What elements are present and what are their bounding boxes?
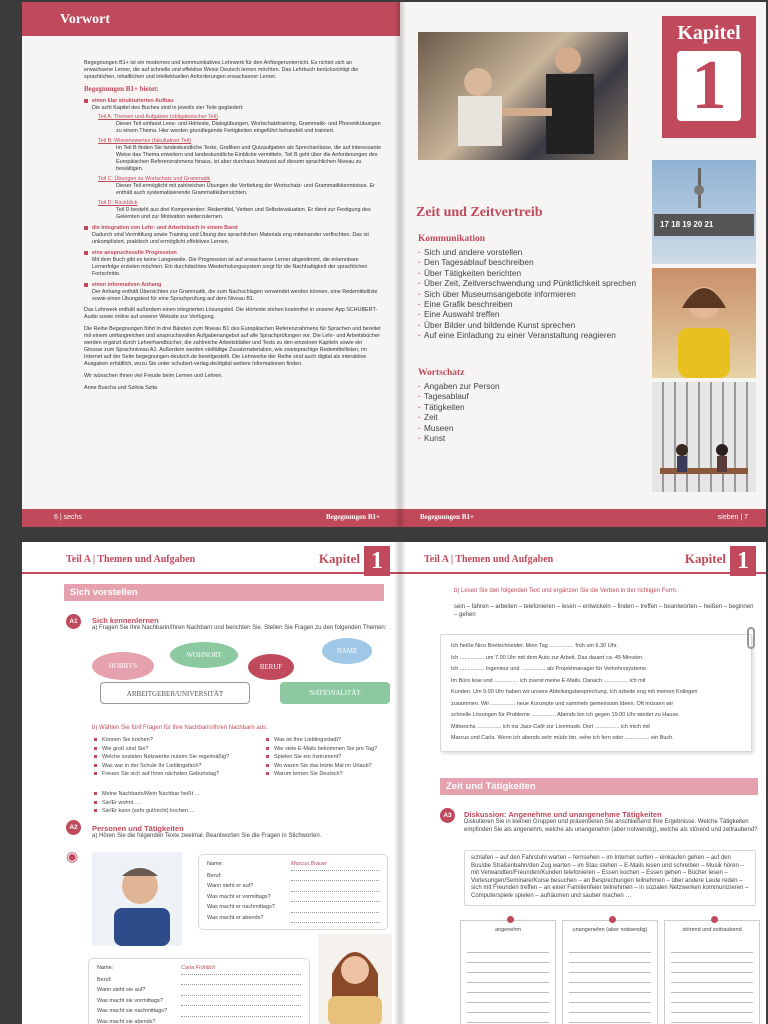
- wortschatz-item: · Angaben zur Person: [418, 381, 638, 391]
- gap-text-line: Mittwochs ................ ich ins Jazz-Café zur Livemusik. Dort ................ ich mich mit: [451, 723, 650, 730]
- gap-text-line: Marcus und Carla. Wenn ich abends sehr müde bin, sehe ich fern oder ................ ein Buch.: [451, 735, 674, 741]
- form-answer-field[interactable]: [291, 881, 379, 892]
- form-answer-field[interactable]: [291, 902, 379, 913]
- verb-list: sein – fahren – arbeiten – telefonieren – lesen – entwickeln – finden – treffen – beantworten – heißen – beginnen – gehen: [454, 604, 754, 618]
- answer-starters: [94, 790, 294, 816]
- activities-box: schlafen – auf den Fahrstuhl warten – fernsehen – im Internet surfen – einkaufen gehen – auf den Bus/die Straßenbahn/den Zug warten – im Stau stehen – E-Mails lesen und schreiben – Musik hören – mit Verwandten/Freunden/Kunden telefonieren – Essen kochen – Essen gehen – Bücher lesen – Vorlesungen/Seminare/Kurse besuchen – an Besprechungen teilnehmen – über andere Leute reden – sich mit Freunden treffen – an einer Familienfeier teilnehmen – in sozialen Netzwerken kommunizieren – Computerspiele spielen – aufräumen und sauber machen …: [464, 850, 756, 906]
- task-badge: A1: [66, 614, 81, 629]
- kommunikation-item: · Den Tagesablauf beschreiben: [418, 257, 648, 267]
- handshake-icon: [418, 32, 628, 160]
- section-bar: Zeit und Tätigkeiten: [440, 778, 758, 795]
- gap-text-line: Ich ................ Ingenieur und ................ als Projektmanager für Verkehrssysteme.: [451, 666, 648, 672]
- brand-label: Begegnungen B1+: [326, 513, 380, 521]
- gap-text-line: zusammen. Wir ................ neue Konzepte und sammeln gemeinsam Ideen. Oft müssen wir: [451, 700, 674, 707]
- task-title: Personen und Tätigkeiten: [92, 824, 184, 833]
- form-row: [207, 913, 379, 924]
- form-answer-field[interactable]: [181, 975, 301, 986]
- top-spread: [22, 2, 766, 527]
- topic-bubble: WOHNORT: [170, 642, 238, 668]
- form-row: [97, 996, 301, 1007]
- kommunikation-item: · Eine Grafik beschreiben: [418, 299, 648, 309]
- footer-right: [400, 509, 766, 527]
- form-answer-field[interactable]: [291, 871, 379, 882]
- task-badge: A3: [440, 808, 455, 823]
- audio-icon[interactable]: ◉: [66, 848, 79, 864]
- kommunikation-item: · Über Zeit, Zeitverschwendung und Pünktlichkeit sprechen: [418, 278, 648, 288]
- business-handshake-photo: [418, 32, 628, 160]
- form-answer-field[interactable]: Marcus Brauer: [291, 859, 379, 871]
- gap-text: [451, 641, 741, 745]
- kapitel-badge: [662, 16, 756, 138]
- kapitel-label: Kapitel: [318, 551, 360, 566]
- vorwort-header: Vorwort: [22, 2, 400, 36]
- form-row: [97, 1006, 301, 1017]
- answer-starter: Meine Nachbarin/Mein Nachbar heißt …: [94, 790, 294, 799]
- form-answer-field[interactable]: Carla Fröhlich: [181, 963, 301, 975]
- form-label: Was macht er vormittags?: [207, 893, 271, 900]
- wortschatz-heading: Wortschatz: [418, 368, 465, 378]
- page-number: sieben | 7: [717, 514, 748, 521]
- question-item: Welche sozialen Netzwerke nutzen Sie regelmäßig?: [94, 753, 254, 762]
- question-item: Wie viele E-Mails bekommen Sie pro Tag?: [266, 745, 394, 754]
- kommunikation-item: · Über Bilder und bildende Kunst sprechen: [418, 320, 648, 330]
- page-header: [22, 542, 400, 574]
- kommunikation-section: [418, 234, 648, 341]
- reihe-paragraph: Die Reihe Begegnungen führt in drei Bänden zum Niveau B1 des Europäischen Referenzrahmens für Sprachen und bereitet mit einem umfangreichen und anspruchsvollen Aufgabenangebot auf alle Sprachprüfungen vor. Die Lehr- und Arbeitsbücher werden ergänzt durch Lehrerhandbücher, die zahlreiche Arbeitsblätter und Tests zu den einzelnen Kapiteln sowie ein Glossar zum Sprachniveau A1. Außerdem werden vielfältige Zusatzmaterialien, wie zweisprachige Redemittellisten, im Internet auf der Seite begegnungen-deutsch.de bereitgestellt. Die Lehrwerke der Reihe sind auch digital als interaktive Ausgaben erhältlich, wozu Sie unter schubert-verlag.de/digital weitere Informationen finden.: [84, 326, 381, 367]
- wish-paragraph: Wir wünschen Ihnen viel Freude beim Lernen und Lehren.: [84, 373, 223, 379]
- form-label: Beruf:: [97, 976, 112, 983]
- form-label: Name:: [97, 965, 114, 971]
- kommunikation-item: · Sich und andere vorstellen: [418, 247, 648, 257]
- world-clock-photo: [652, 160, 756, 264]
- question-item: Wo waren Sie das letzte Mal im Urlaub?: [266, 762, 394, 771]
- form-row: [97, 963, 301, 975]
- gap-text-line: Ich ................ um 7.00 Uhr mit dem Auto zur Arbeit. Das dauert ca. 45 Minuten.: [451, 654, 644, 661]
- column-header: unangenehm (aber notwendig): [572, 927, 648, 933]
- form-row: [207, 871, 379, 882]
- topic-bubble: HOBBYS: [92, 652, 154, 680]
- form-answer-field[interactable]: [291, 913, 379, 924]
- column-angenehm: [460, 920, 556, 1024]
- page-vorwort: [22, 2, 400, 527]
- offer-item: einen klar strukturierten Aufbau Die acht Kapitel des Buches sind in jeweils vier Teile gegliedert: Teil A: Themen und Aufgaben (obligatorischer Teil) Dieser Teil umfasst Lese- und Hörtexte, Dialogübungen, Wortschatztraining, Grammatik- und Phonetikübungen zu einem Thema. Hier werden grundlegende Fertigkeiten eingeführt behandelt und trainiert. Teil B: Wissenswertes (fakultativer Teil) Im Teil B finden Sie landeskundliche Texte, Grafiken und Quizaufgaben als Sprechanlässe, die auf interessante Weise das Thema erweitern und landeskundliche Einblicke vermitteln. Teil B geht über die Anforderungen des Europäischen Referenzrahmens hinaus, ist aber durchaus bewusst auf diesem sprachlichen Niveau zu bewältigen. Teil C: Übungen zu Wortschatz und Grammatik Dieser Teil ermöglicht mit zahlreichen Übungen die Vertiefung der Wortschatz- und Grammatikkenntnisse. Er enthält auch systematisierende Grammatikübersichten. Teil D: Rückblick Teil D besteht aus drei Komponenten: Redemittel, Verben und Selbstevaluation. Er dient zur Festigung des Gelernten und zur Motivation weiterzulernen.: [84, 98, 382, 221]
- section-header-title: Teil A | Themen und Aufgaben: [66, 554, 196, 565]
- task-instruction: Diskutieren Sie in kleinen Gruppen und präsentieren Sie anschließend Ihre Ergebnisse. Welche Tätigkeiten empfinden Sie als angenehm, welche als unangenehm (aber notwendig), welche als störend und zeitraubend?: [464, 819, 758, 833]
- paperclip-icon: [747, 627, 755, 649]
- topic-bubble: BERUF: [248, 654, 294, 680]
- wortschatz-item: · Tätigkeiten: [418, 402, 638, 412]
- form-row: [97, 975, 301, 986]
- offer-item: einen informativen Anhang Der Anhang enthält Übersichten zur Grammatik, die zum Nachschlagen verwendet werden können, eine Redemittelliste sowie einen Übungstest für eine Sprachprüfung auf dem Niveau B1.: [84, 282, 382, 303]
- question-item: Wie groß sind Sie?: [94, 745, 254, 754]
- man-icon: [92, 852, 182, 946]
- topic-bubble: ARBEITGEBER/UNIVERSITÄT: [100, 682, 250, 704]
- offers-list: [84, 98, 382, 303]
- kommunikation-item: · Eine Auswahl treffen: [418, 309, 648, 319]
- topic-bubble: NATIONALITÄT: [280, 682, 390, 704]
- vorwort-content: [84, 60, 382, 397]
- questions-right: [266, 736, 394, 779]
- form-label: Wann steht er auf?: [207, 883, 254, 889]
- answer-starter: Sie/Er kann (sehr gut/nicht) kochen …: [94, 807, 294, 816]
- listening-form: [88, 958, 310, 1024]
- form-row: [207, 881, 379, 892]
- woman-photo: [318, 934, 392, 1024]
- footer-left: [22, 509, 400, 527]
- column-header: angenehm: [495, 927, 521, 933]
- question-item: Was ist Ihre Lieblingsstadt?: [266, 736, 394, 745]
- question-item: Warum lernen Sie Deutsch?: [266, 770, 394, 779]
- form-answer-field[interactable]: [291, 892, 379, 903]
- wortschatz-item: · Kunst: [418, 433, 638, 443]
- gap-text-note: [440, 634, 752, 752]
- book-gutter: [394, 2, 406, 527]
- column-header: störend und zeitraubend: [682, 927, 742, 933]
- form-label: Was macht sie vormittags?: [97, 997, 163, 1004]
- offer-item: eine anspruchsvolle Progression Mit dem Buch gibt es keine Langeweile. Die Progression ist auf erwachsene Lerner abgestimmt, die erkennbare Lernerfolge erzielen möchten. Ein durchdachtes Wiederholungssystem sorgt für die Nachhaltigkeit der sprachlichen Fortschritte.: [84, 250, 382, 278]
- woman-icon: [652, 268, 756, 378]
- kommunikation-item: · Sich über Museumsangebote informieren: [418, 289, 648, 299]
- gap-text-line: schnelle Lösungen für Probleme ................ Abends bin ich gegen 19.00 Uhr wieder zu Hause.: [451, 712, 680, 718]
- wortschatz-item: · Tagesablauf: [418, 391, 638, 401]
- page-header: [400, 542, 766, 574]
- gap-text-line: Im Büro lese und ................ ich zuerst meine E-Mails. Danach ................ ich mit: [451, 677, 646, 684]
- world-clock-label: 17 18 19 20 21: [660, 220, 714, 229]
- kapitel-number: 1: [730, 546, 756, 576]
- section-header-title: Teil A | Themen und Aufgaben: [424, 554, 554, 565]
- wortschatz-list: [418, 381, 638, 443]
- form-label: Beruf:: [207, 872, 222, 879]
- form-answer-field[interactable]: [181, 996, 301, 1007]
- form-answer-field[interactable]: [181, 1006, 301, 1017]
- wortschatz-item: · Zeit: [418, 412, 638, 422]
- form-label: Wann steht sie auf?: [97, 987, 146, 993]
- form-label: Was macht er abends?: [207, 914, 264, 921]
- task-instruction: b) Lesen Sie den folgenden Text und ergänzen Sie die Verben in der richtigen Form.: [454, 588, 678, 594]
- form-label: Name:: [207, 861, 224, 867]
- world-clock-icon: [652, 160, 756, 264]
- gap-text-line: Kunden. Um 9.00 Uhr haben wir unsere Abteilungsbesprechung. Ich arbeite eng mit meinen Kollegen: [451, 689, 698, 695]
- task-a2: [92, 824, 388, 841]
- chapter-title: Zeit und Zeitvertreib: [416, 205, 543, 220]
- teil-list: Teil A: Themen und Aufgaben (obligatorischer Teil) Dieser Teil umfasst Lese- und Hörtexte, Dialogübungen, Wortschatztraining, Grammatik- und Phonetikübungen zu einem Thema. Hier werden grundlegende Fertigkeiten eingeführt behandelt und trainiert. Teil B: Wissenswertes (fakultativer Teil) Im Teil B finden Sie landeskundliche Texte, Grafiken und Quizaufgaben als Sprechanlässe, die auf interessante Weise das Thema erweitern und landeskundliche Einblicke vermitteln. Teil B geht über die Anforderungen des Europäischen Referenzrahmens hinaus, ist aber durchaus bewusst auf diesem sprachlichen Niveau zu bewältigen. Teil C: Übungen zu Wortschatz und Grammatik Dieser Teil ermöglicht mit zahlreichen Übungen die Vertiefung der Wortschatz- und Grammatikkenntnisse. Er enthält auch systematisierende Grammatikübersichten. Teil D: Rückblick Teil D besteht aus drei Komponenten: Redemittel, Verben und Selbstevaluation. Er dient zur Festigung des Gelernten und zur Motivation weiterzulernen.: [98, 114, 382, 220]
- intro-paragraph: Begegnungen B1+ ist ein modernes und kommunikatives Lehrwerk für den Anfängerunterricht. Es richtet sich an erwachsene Lerner, die auf schnelle und effektive Weise Deutsch lernen möchten. Das Lehrbuch berücksichtigt die sprachlichen, inhaltlichen und intellektuellen Anforderungen erwachsener Lerner.: [84, 60, 359, 80]
- kapitel-number: 1: [677, 51, 741, 121]
- column-stoerend: [664, 920, 760, 1024]
- form-row: [207, 902, 379, 913]
- page-zeit-taetigkeiten: [400, 542, 766, 1024]
- kommunikation-item: · Über Tätigkeiten berichten: [418, 268, 648, 278]
- listening-form: [198, 854, 388, 930]
- question-item: Was war in der Schule Ihr Lieblingsfach?: [94, 762, 254, 771]
- form-row: [207, 892, 379, 903]
- kommunikation-heading: Kommunikation: [418, 234, 486, 244]
- task-a3: [464, 810, 760, 834]
- form-label: Was macht sie abends?: [97, 1018, 156, 1024]
- form-row: [207, 859, 379, 871]
- kommunikation-list: [418, 247, 648, 341]
- page-sich-vorstellen: [22, 542, 400, 1024]
- gap-text-line: Ich heiße Nico Breitschneider. Mein Tag ................ früh um 6.30 Uhr.: [451, 643, 618, 649]
- kapitel-number: 1: [364, 546, 390, 576]
- museum-visitors-icon: [652, 382, 756, 492]
- woman-icon: [318, 934, 392, 1024]
- questions-left: [94, 736, 254, 779]
- task-a1: [92, 616, 388, 633]
- kapitel-label: Kapitel: [684, 551, 726, 566]
- section-bar: Sich vorstellen: [64, 584, 384, 601]
- man-photo: [92, 852, 182, 946]
- authors: Anne Buscha und Szilvia Szita: [84, 385, 158, 391]
- question-item: Können Sie kochen?: [94, 736, 254, 745]
- question-item: Freuen Sie sich auf Ihren nächsten Geburtstag?: [94, 770, 254, 779]
- bottom-spread: [22, 542, 766, 1024]
- task-badge: A2: [66, 820, 81, 835]
- form-row: [97, 1017, 301, 1024]
- offers-heading: Begegnungen B1+ bietet:: [84, 85, 159, 93]
- task-title: Diskussion: Angenehme und unangenehme Tätigkeiten: [464, 810, 662, 819]
- page-kapitel-opener: [400, 2, 766, 527]
- page-number: 6 | sechs: [54, 514, 82, 521]
- form-answer-field[interactable]: [181, 985, 301, 996]
- kommunikation-item: · Auf eine Einladung zu einer Veranstaltung reagieren: [418, 330, 648, 340]
- wortschatz-item: · Museen: [418, 423, 638, 433]
- form-label: Was macht er nachmittags?: [207, 904, 275, 910]
- task-title: Sich kennenlernen: [92, 616, 159, 625]
- form-answer-field[interactable]: [181, 1017, 301, 1024]
- museum-photo: [652, 382, 756, 492]
- task-instruction: a) Hören Sie die folgenden Texte zweimal. Beantworten Sie die Fragen in Stichworten.: [92, 833, 322, 839]
- task-instruction: b) Wählen Sie fünf Fragen für Ihre Nachbarin/Ihren Nachbarn aus.: [92, 725, 268, 731]
- offer-item: die Integration von Lehr- und Arbeitsbuch in einem Band Dadurch sind Vermittlung sowie Training und Übung des sprachlichen Materials eng miteinander verflochten. Das ist unkompliziert, praktisch und ermöglicht effektives Lernen.: [84, 225, 382, 246]
- topic-bubble: NAME: [322, 638, 372, 664]
- answer-starter: Sie/Er wohnt …: [94, 799, 294, 808]
- kapitel-label: Kapitel: [677, 22, 741, 44]
- wortschatz-section: [418, 368, 638, 443]
- book-gutter: [394, 542, 406, 1024]
- task-instruction: a) Fragen Sie Ihre Nachbarin/Ihren Nachbarn und berichten Sie. Stellen Sie Fragen zu den folgenden Themen:: [92, 625, 387, 631]
- form-row: [97, 985, 301, 996]
- form-label: Was macht sie nachmittags?: [97, 1008, 168, 1014]
- brand-label: Begegnungen B1+: [420, 513, 474, 521]
- tests-paragraph: Das Lehrwerk enthält außerdem einen integrierten Lösungsteil. Die Hörtexte stehen kostenfrei in unserer App SCHUBERT-Audio sowie online auf unserer Website zur Verfügung.: [84, 307, 378, 320]
- woman-watch-photo: [652, 268, 756, 378]
- column-unangenehm: [562, 920, 658, 1024]
- question-item: Spielen Sie ein Instrument?: [266, 753, 394, 762]
